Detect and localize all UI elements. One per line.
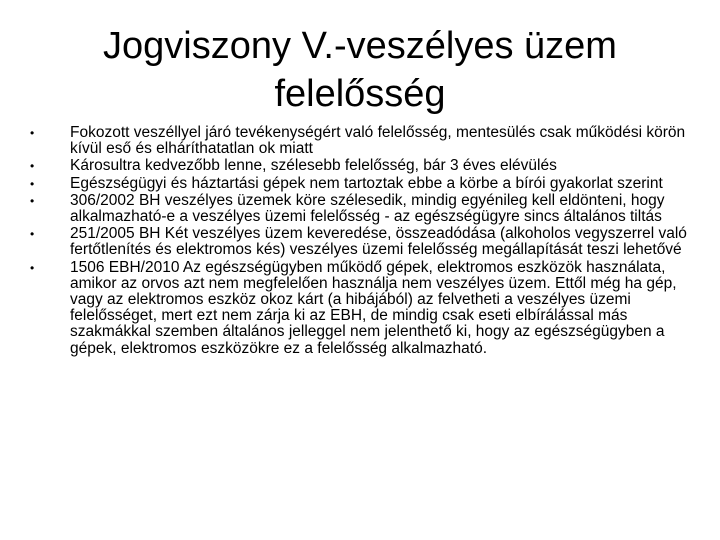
bullet-list [30, 125, 695, 358]
bullet-marker: • [30, 260, 35, 275]
bullet-item [30, 226, 695, 258]
bullet-item [30, 125, 695, 157]
bullet-marker: • [30, 126, 35, 140]
bullet-item [30, 260, 695, 357]
bullet-text: 306/2002 BH veszélyes üzemek köre szélesedik, mindig egyénileg kell eldönteni, hogy alkalmazható-e a veszélyes üzemi felelősség - az egészségügyre sincs általános tiltás [70, 191, 665, 226]
slide-title: Jogviszony V.-veszélyes üzem felelősség [103, 25, 617, 115]
bullet-marker: • [30, 159, 35, 174]
bullet-item [30, 193, 695, 225]
bullet-item [30, 158, 695, 174]
bullet-text: 251/2005 BH Két veszélyes üzem keveredése, összeadódása (alkoholos vegyszerrel való fertőtlenítés és elektromos kés) veszélyes üzemi felelősség megállapítását teszi lehetővé [70, 225, 687, 259]
bullet-text: Fokozott veszéllyel járó tevékenységért való felelősség, mentesülés csak működési körön kívül eső és elháríthatatlan ok miatt [70, 124, 686, 158]
bullet-marker: • [30, 176, 35, 191]
bullet-marker: • [30, 227, 35, 242]
bullet-marker: • [30, 193, 35, 208]
bullet-text: 1506 EBH/2010 Az egészségügyben működő gépek, elektromos eszközök használata, amikor az orvos azt nem megfelelően használja nem veszélyes üzem. Ettől még ha gép, vagy az elektromos eszköz okoz kárt (a hibájából) az felvetheti a veszélyes üzemi felelősséget, mert ezt nem zárja ki az EBH, de mindig csak eseti elbírálással más szakmákkal szemben általános jelleggel nem jelenthető ki, hogy az egészségügyben a gépek, elektromos eszközökre ez a felelősség alkalmazható. [70, 258, 677, 357]
bullet-text: Károsultra kedvezőbb lenne, szélesebb felelősség, bár 3 éves elévülés [70, 157, 557, 175]
bullet-item [30, 176, 695, 192]
bullet-text: Egészségügyi és háztartási gépek nem tartoztak ebbe a körbe a bírói gyakorlat szerint [70, 174, 663, 192]
